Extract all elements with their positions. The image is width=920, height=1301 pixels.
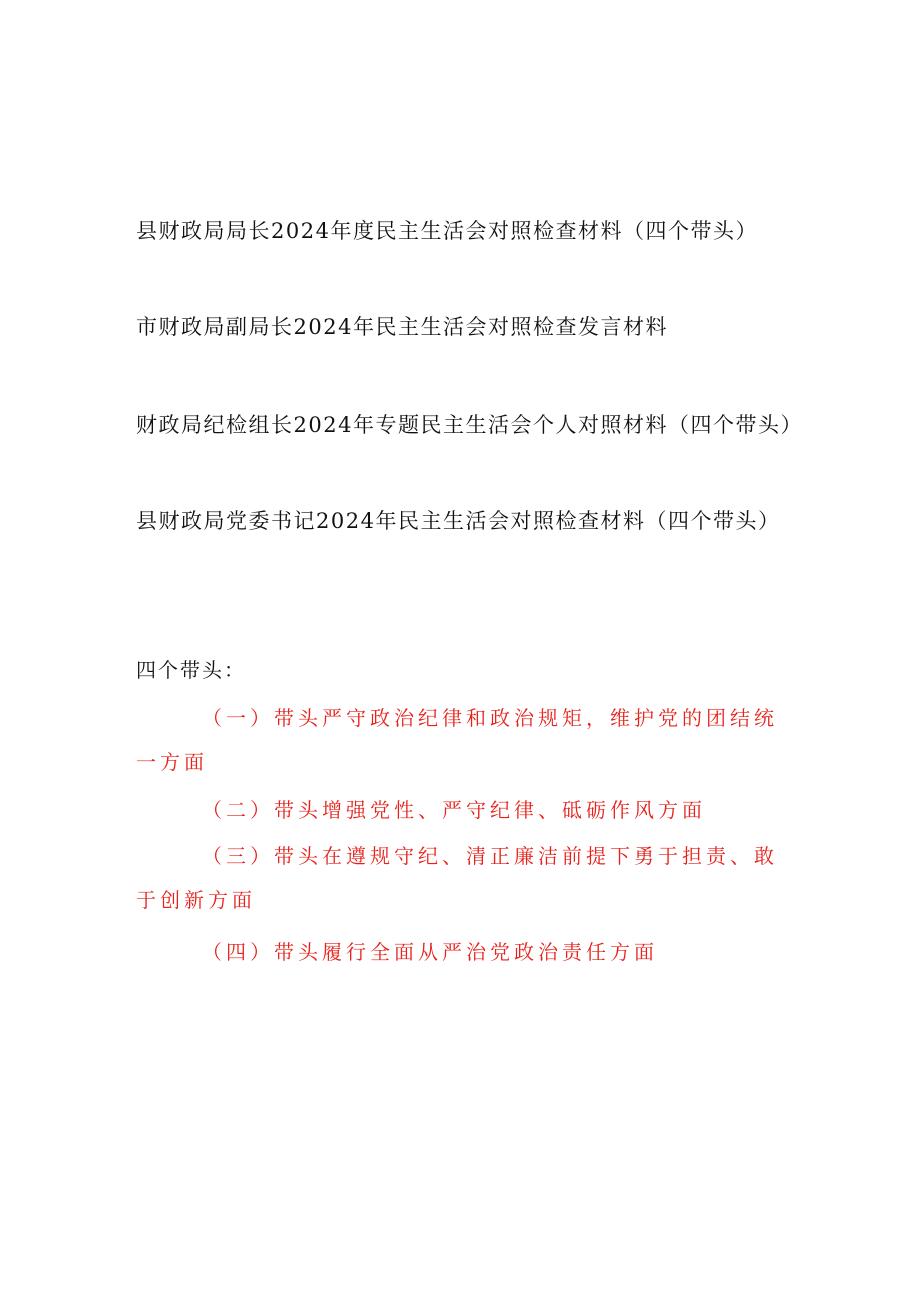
four-leads-item-2: （二）带头增强党性、严守纪律、砥砺作风方面: [202, 798, 706, 822]
document-title-4: 县财政局党委书记2024年民主生活会对照检查材料（四个带头）: [136, 509, 781, 533]
four-leads-item-3: （三）带头在遵规守纪、清正廉洁前提下勇于担责、敢于创新方面: [136, 844, 778, 912]
four-leads-item-4: （四）带头履行全面从严治党政治责任方面: [202, 940, 658, 964]
four-leads-item-1: （一）带头严守政治纪律和政治规矩，维护党的团结统一方面: [136, 706, 778, 774]
document-title-3: 财政局纪检组长2024年专题民主生活会个人对照材料（四个带头）: [136, 413, 803, 437]
document-title-2: 市财政局副局长2024年民主生活会对照检查发言材料: [136, 315, 668, 339]
four-leads-label: 四个带头：: [136, 658, 246, 682]
document-title-1: 县财政局局长2024年度民主生活会对照检查材料（四个带头）: [136, 219, 758, 243]
